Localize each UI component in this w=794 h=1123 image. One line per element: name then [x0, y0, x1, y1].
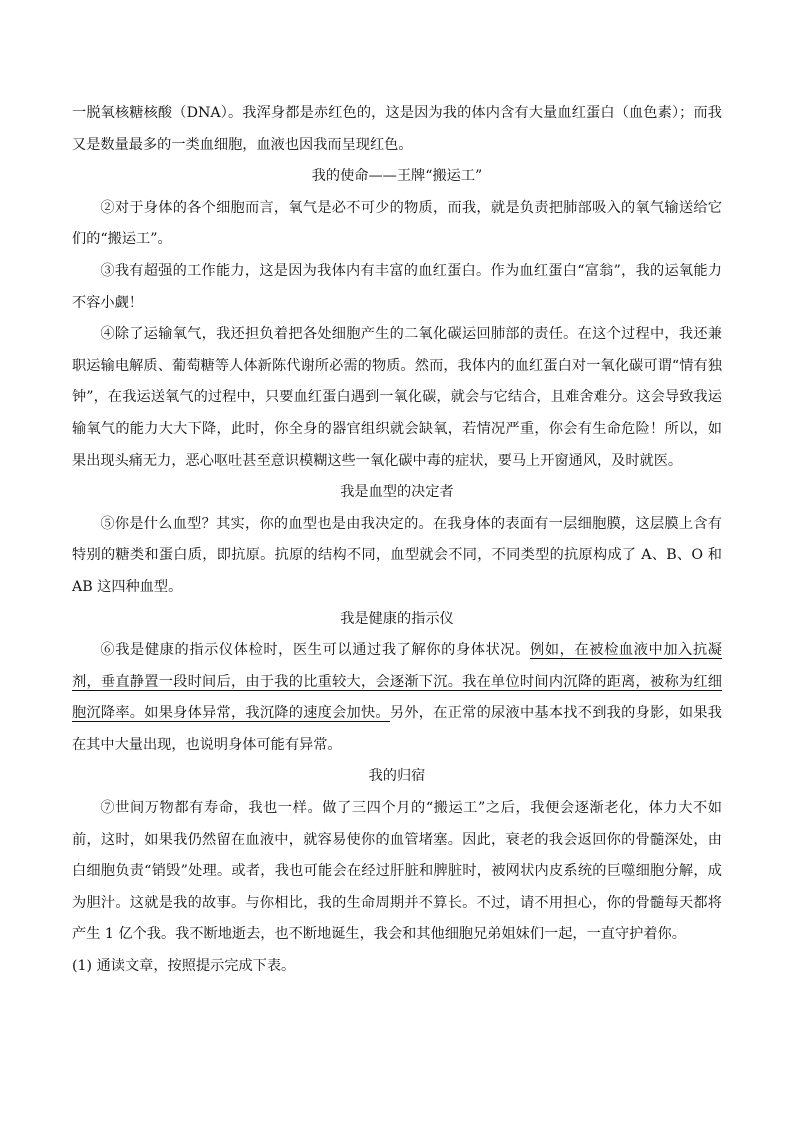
paragraph-4: ④除了运输氧气，我还担负着把各处细胞产生的二氧化碳运回肺部的责任。在这个过程中，我还兼职运输电解质、葡萄糖等人体新陈代谢所必需的物质。然而，我体内的血红蛋白对一氧化碳可谓“情有独钟”，在我运送氧气的过程中，只要血红蛋白遇到一氧化碳，就会与它结合，且难舍难分。这会导致我运输氧气的能力大大下降，此时，你全身的器官组织就会缺氧，若情况严重，你会有生命危险！所以，如果出现头痛无力，恶心呕吐甚至意识模糊这些一氧化碳中毒的症状，要马上开窗通风，及时就医。 — [72, 326, 722, 469]
intro-paragraph: 一脱氧核糖核酸（DNA）。我浑身都是赤红色的，这是因为我的体内含有大量血红蛋白（血色素）；而我又是数量最多的一类血细胞，血液也因我而呈现红色。 — [72, 105, 722, 153]
paragraph-3: ③我有超强的工作能力，这是因为我体内有丰富的血红蛋白。作为血红蛋白“富翁”，我的运氧能力不容小觑！ — [72, 262, 722, 311]
section-heading-blood-type: 我是血型的决定者 — [340, 484, 454, 501]
paragraph-2: ②对于身体的各个细胞而言，氧气是必不可少的物质，而我，就是负责把肺部吸入的氧气输送给它们的“搬运工”。 — [72, 199, 722, 248]
paragraph-6-start: ⑥我是健康的指示仪体检时，医生可以通过我了解你的身体状况。 — [100, 642, 531, 659]
section-heading-destination: 我的归宿 — [368, 768, 426, 785]
section-heading-indicator: 我是健康的指示仪 — [340, 610, 454, 627]
article-body — [72, 98, 722, 983]
paragraph-7: ⑦世间万物都有寿命，我也一样。做了三四个月的“搬运工”之后，我便会逐渐老化，体力大不如前，这时，如果我仍然留在血液中，就容易使你的血管堵塞。因此，衰老的我会返回你的骨髓深处，由白细胞负责“销毁”处理。或者，我也可能会在经过肝脏和脾脏时，被网状内皮系统的巨噬细胞分解，成为胆汁。这就是我的故事。与你相比，我的生命周期并不算长。不过，请不用担心，你的骨髓每天都将产生 1 亿个我。我不断地逝去，也不断地诞生，我会和其他细胞兄弟姐妹们一起，一直守护着你。 — [72, 800, 722, 943]
section-heading-mission: 我的使命——王牌“搬运工” — [311, 168, 483, 185]
paragraph-5: ⑤你是什么血型？其实，你的血型也是由我决定的。在我身体的表面有一层细胞膜，这层膜上含有特别的糖类和蛋白质，即抗原。抗原的结构不同，血型就会不同，不同类型的抗原构成了 A、B、O 和 AB 这四种血型。 — [72, 515, 722, 595]
question-1: (1) 通读文章，按照提示完成下表。 — [72, 958, 296, 975]
paragraph-6 — [72, 635, 722, 761]
paragraph-6-end: 另外，在正常的尿液中基本找不到我的身影，如果我在其中大量出现，也说明身体可能有异常。 — [72, 705, 722, 753]
underlined-passage: 例如，在被检血液中加入抗凝剂，垂直静置一段时间后，由于我的比重较大，会逐渐下沉。我在单位时间内沉降的距离，被称为红细胞沉降率。如果身体异常，我沉降的速度会加快。 — [72, 642, 722, 722]
